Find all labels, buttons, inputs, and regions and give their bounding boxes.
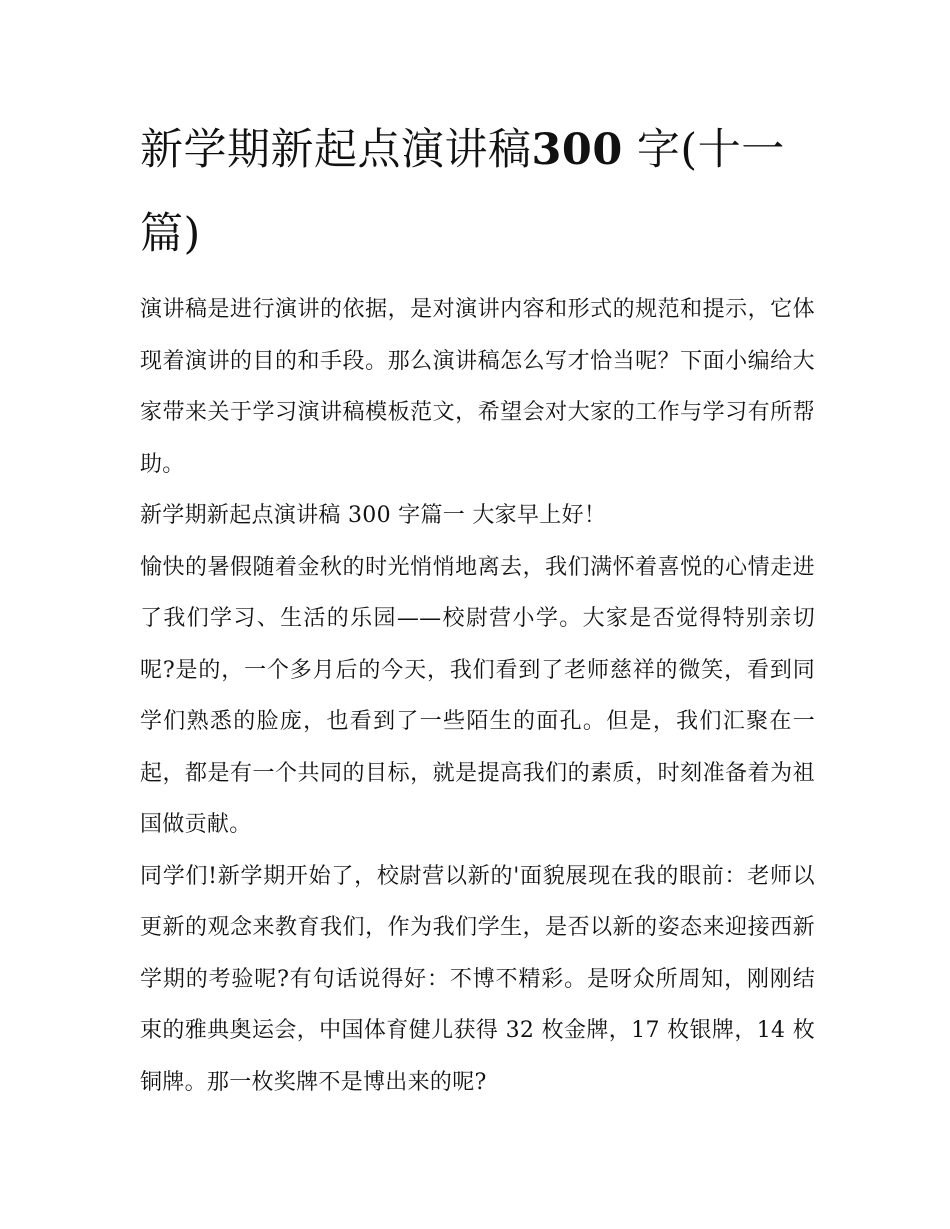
- body-paragraph: 愉快的暑假随着金秋的时光悄悄地离去，我们满怀着喜悦的心情走进了我们学习、生活的乐园——校尉营小学。大家是否觉得特别亲切呢?是的，一个多月后的今天，我们看到了老师慈祥的微笑，看到同学们熟悉的脸庞，也看到了一些陌生的面孔。但是，我们汇聚在一起，都是有一个共同的目标，就是提高我们的素质，时刻准备着为祖国做贡献。: [140, 554, 815, 837]
- title-number: 300: [531, 125, 623, 175]
- title-text-start: 新学期新起点演讲稿: [140, 125, 532, 175]
- document-title: [140, 108, 815, 276]
- document-body: [140, 108, 815, 1108]
- body-paragraph: 同学们!新学期开始了，校尉营以新的'面貌展现在我的眼前：老师以更新的观念来教育我们，作为我们学生，是否以新的姿态来迎接西新学期的考验呢?有句话说得好：不博不精彩。是呀众所周知，刚刚结束的雅典奥运会，中国体育健儿获得 32 枚金牌，17 枚银牌，14 枚铜牌。那一枚奖牌不是博出来的呢?: [140, 863, 815, 1095]
- intro-paragraph: 演讲稿是进行演讲的依据，是对演讲内容和形式的规范和提示，它体现着演讲的目的和手段。那么演讲稿怎么写才恰当呢？下面小编给大家带来关于学习演讲稿模板范文，希望会对大家的工作与学习有所帮助。: [140, 297, 815, 477]
- section-heading-paragraph: 新学期新起点演讲稿 300 字篇一 大家早上好！: [140, 503, 607, 528]
- title-text-end: 字(十一篇): [140, 125, 785, 259]
